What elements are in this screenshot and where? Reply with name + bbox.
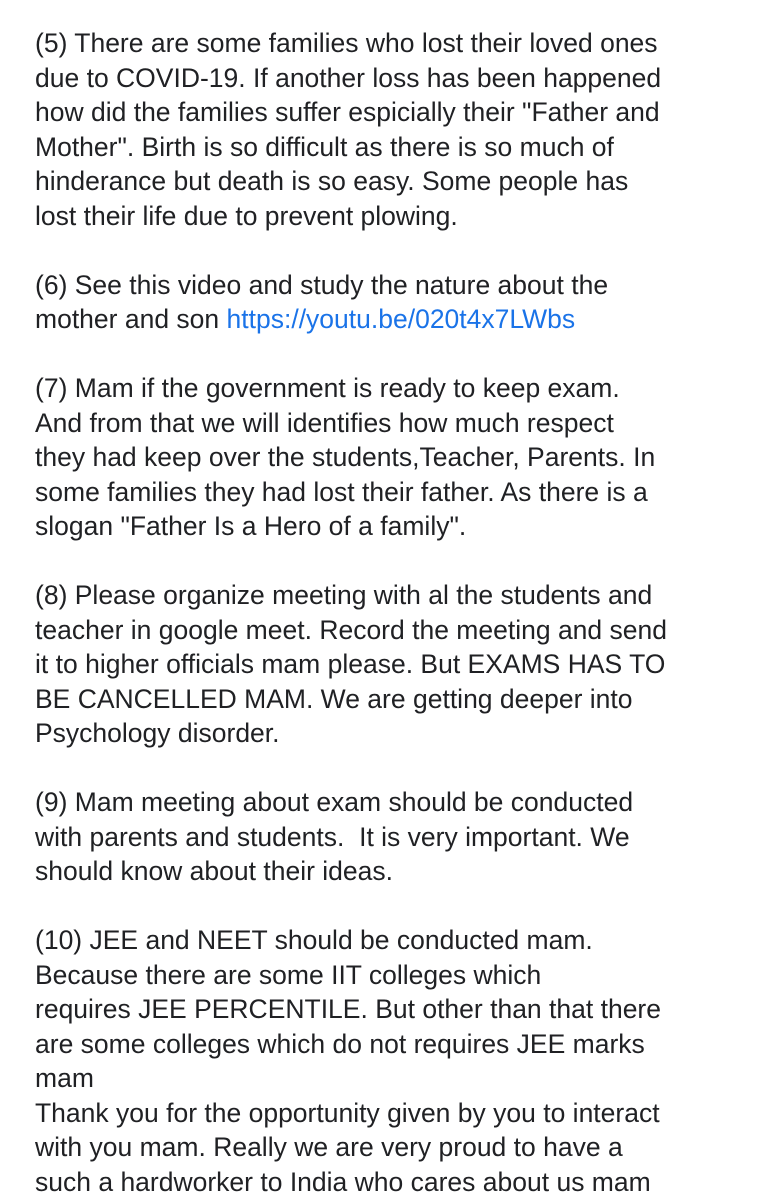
- text-line: (8) Please organize meeting with al the students and: [35, 580, 653, 610]
- text-line: Thank you for the opportunity given by you to interact: [35, 1097, 660, 1128]
- youtube-link[interactable]: https://youtu.be/020t4x7LWbs: [226, 304, 576, 334]
- text-line: (5) There are some families who lost their loved ones: [35, 28, 658, 58]
- text-line: should know about their ideas.: [35, 856, 393, 886]
- text-line: lost their life due to prevent plowing.: [35, 200, 458, 231]
- paragraph-8: [35, 578, 773, 751]
- text-line: slogan "Father Is a Hero of a family".: [35, 511, 467, 541]
- paragraph-6: [35, 268, 773, 337]
- paragraph-7: [35, 371, 773, 544]
- text-line: (9) Mam meeting about exam should be conducted: [35, 787, 634, 817]
- text-line: with parents and students. It is very important. We: [35, 821, 630, 852]
- text-line: (7) Mam if the government is ready to keep exam.: [35, 373, 620, 403]
- text-line: hinderance but death is so easy. Some people has: [35, 166, 629, 196]
- text-line: And from that we will identifies how much respect: [35, 407, 614, 438]
- text-line: some families they had lost their father. As there is a: [35, 476, 648, 507]
- paragraph-5: [35, 26, 773, 233]
- text-line: such a hardworker to India who cares about us mam: [35, 1166, 651, 1197]
- document-body: [35, 26, 773, 1199]
- text-line: requires JEE PERCENTILE. But other than that there: [35, 994, 661, 1024]
- text-line: Psychology disorder.: [35, 718, 280, 748]
- text-line: due to COVID-19. If another loss has been happened: [35, 62, 662, 93]
- text-line: with you mam. Really we are very proud to have a: [35, 1132, 623, 1162]
- text-line: how did the families suffer espicially their "Father and: [35, 97, 660, 127]
- text-line-with-link: [35, 302, 773, 337]
- text-line: (6) See this video and study the nature about the: [35, 269, 609, 300]
- paragraph-9: [35, 785, 773, 889]
- text-line: BE CANCELLED MAM. We are getting deeper into: [35, 683, 633, 714]
- text-line: they had keep over the students,Teacher, Parents. In: [35, 442, 656, 472]
- link-prefix-text: mother and son: [35, 304, 227, 334]
- text-line: (10) JEE and NEET should be conducted mam.: [35, 925, 593, 955]
- text-line: are some colleges which do not requires JEE marks: [35, 1028, 645, 1059]
- text-line: Because there are some IIT colleges which: [35, 959, 542, 990]
- paragraph-10: [35, 923, 773, 1199]
- text-line: Mother". Birth is so difficult as there is so much of: [35, 131, 614, 162]
- text-line: mam: [35, 1063, 94, 1093]
- text-line: teacher in google meet. Record the meeting and send: [35, 614, 667, 645]
- text-line: it to higher officials mam please. But EXAMS HAS TO: [35, 649, 666, 679]
